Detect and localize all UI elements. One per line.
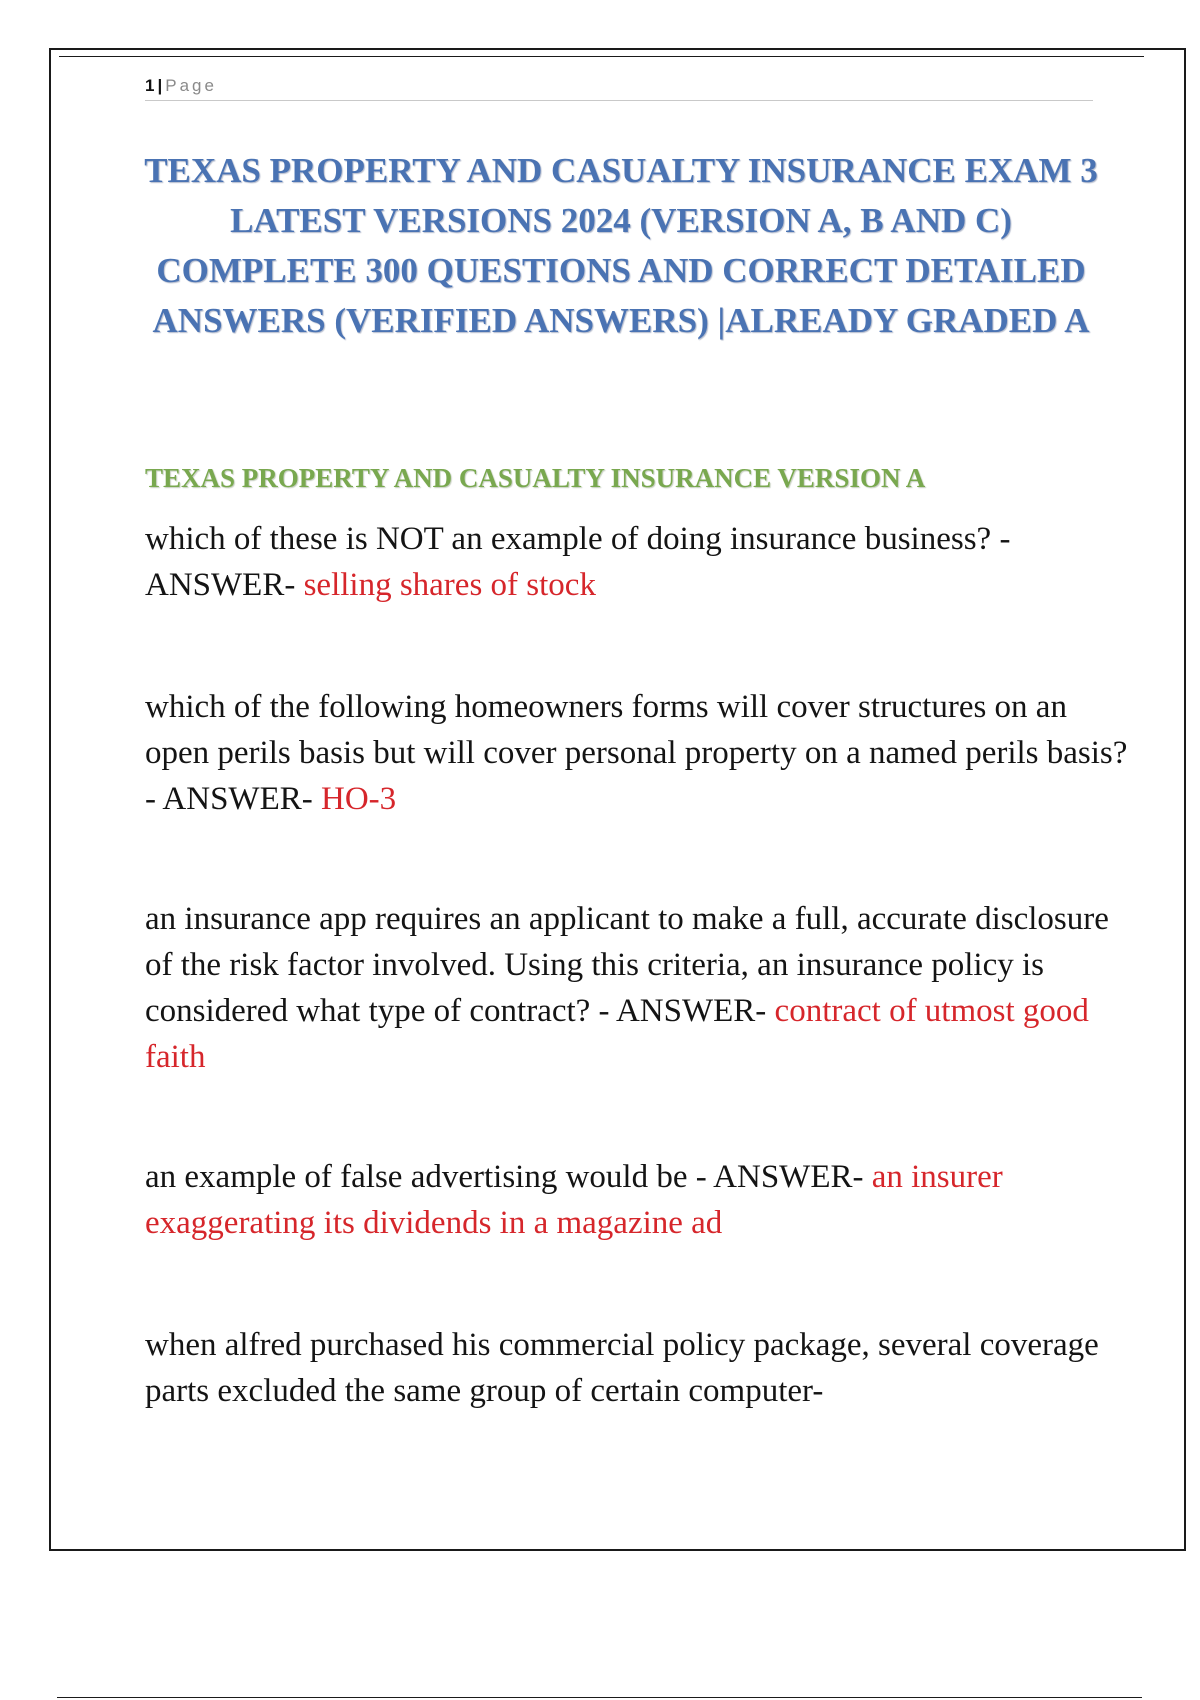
answer-text: selling shares of stock [303, 567, 596, 603]
qa-item-2 [145, 684, 1135, 822]
next-page-rule [57, 1697, 1142, 1698]
qa-item-3 [145, 896, 1135, 1080]
section-heading: TEXAS PROPERTY AND CASUALTY INSURANCE VERSION A [145, 463, 926, 493]
page-number: 1 [145, 76, 155, 95]
qa-item-1 [145, 516, 1135, 608]
top-rule [59, 56, 1144, 57]
question-text: which of these is NOT an example of doing insurance business? - ANSWER- [145, 521, 1011, 603]
page-separator: | [157, 76, 163, 95]
question-text: an insurance app requires an applicant to make a full, accurate disclosure of the risk factor involved. Using this criteria, an insurance policy is considered what type of contract? - ANSWER- [145, 901, 1109, 1029]
page-frame [49, 48, 1186, 1551]
answer-text: an insurer exaggerating its dividends in a magazine ad [145, 1159, 1003, 1241]
qa-item-4 [145, 1154, 1135, 1246]
answer-text: contract of utmost good faith [145, 993, 1089, 1075]
page-label: Page [165, 76, 217, 95]
question-text: an example of false advertising would be - ANSWER- [145, 1159, 872, 1195]
document-title: TEXAS PROPERTY AND CASUALTY INSURANCE EXAM 3 LATEST VERSIONS 2024 (VERSION A, B AND C) COMPLETE 300 QUESTIONS AND CORRECT DETAILED ANSWERS (VERIFIED ANSWERS) |ALREADY GRADED A [144, 151, 1098, 340]
question-text: which of the following homeowners forms will cover structures on an open perils basis but will cover personal property on a named perils basis? - ANSWER- [145, 689, 1128, 817]
qa-item-5 [145, 1322, 1135, 1414]
question-text: when alfred purchased his commercial policy package, several coverage parts excluded the same group of certain computer- [145, 1327, 1099, 1409]
answer-text: HO-3 [321, 781, 397, 817]
page-header [145, 74, 1093, 101]
